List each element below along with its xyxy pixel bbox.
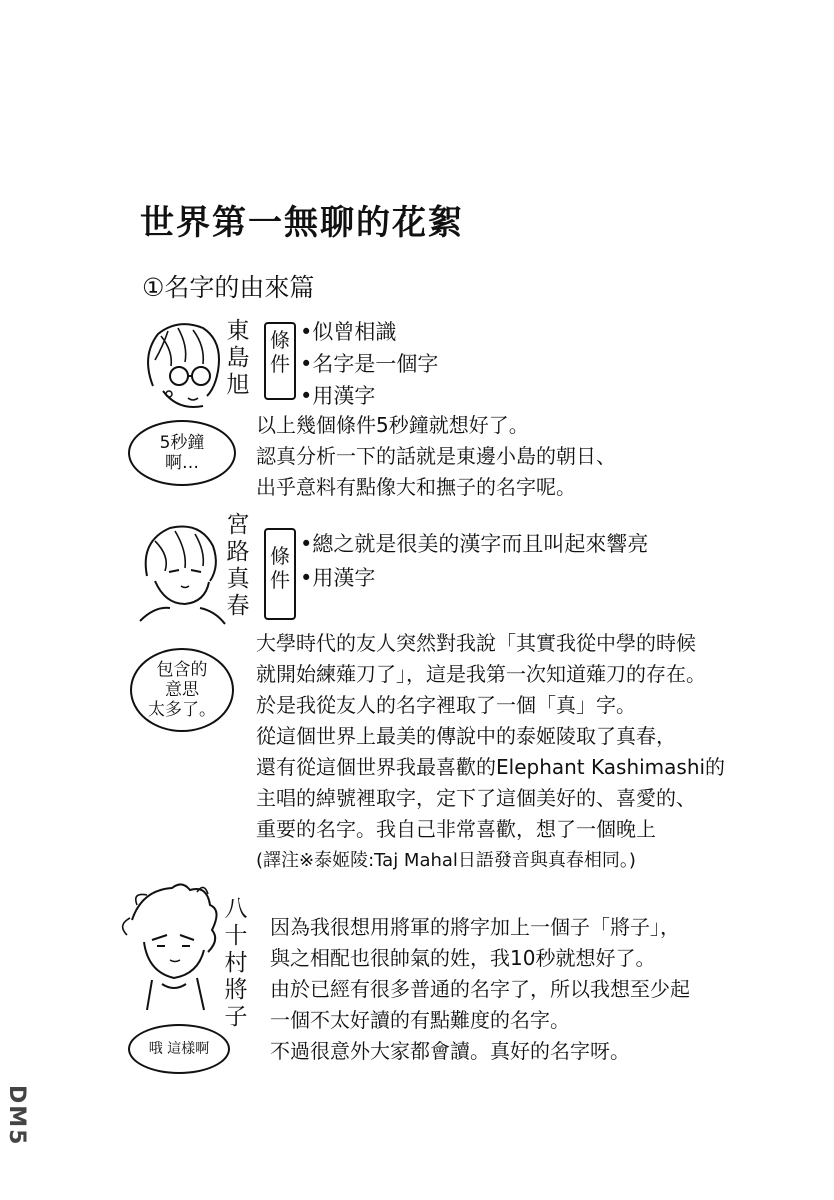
paragraph	[256, 628, 725, 876]
paragraph-line: 一個不太好讀的有點難度的名字。	[270, 1008, 570, 1032]
condition-item: •總之就是很美的漢字而且叫起來響亮	[300, 532, 649, 556]
paragraph-line: 與之相配也很帥氣的姓，我10秒就想好了。	[270, 946, 656, 970]
paragraph-line: 從這個世界上最美的傳說中的泰姬陵取了真春，	[256, 724, 676, 748]
character-portrait-azuma	[133, 316, 228, 416]
paragraph-line: 以上幾個條件5秒鐘就想好了。	[256, 413, 529, 437]
condition-item: •用漢字	[300, 566, 376, 590]
paragraph	[270, 912, 690, 1067]
paragraph-line: 出乎意料有點像大和撫子的名字呢。	[256, 475, 576, 499]
conditions-list	[300, 530, 648, 592]
condition-item: •似曾相識	[300, 320, 397, 344]
paragraph-line: 認真分析一下的話就是東邊小島的朝日、	[256, 444, 616, 468]
speech-bubble: 哦 這樣啊	[128, 1024, 230, 1074]
watermark-logo: DM5	[4, 1085, 29, 1147]
paragraph-line: 就開始練薙刀了」，這是我第一次知道薙刀的存在。	[256, 662, 706, 686]
paragraph-line: 還有從這個世界我最喜歡的Elephant Kashimashi的	[256, 755, 726, 779]
character-portrait-yasomura	[112, 880, 232, 1015]
paragraph-line: 不過很意外大家都會讀。真好的名字呀。	[270, 1039, 630, 1063]
paragraph-line: 大學時代的友人突然對我說「其實我從中學的時候	[256, 631, 696, 655]
paragraph-line: 主唱的綽號裡取字，定下了這個美好的、喜愛的、	[256, 786, 696, 810]
paragraph-line: (譯注※泰姬陵:Taj Mahal日語發音與真春相同。)	[256, 850, 636, 871]
paragraph	[256, 410, 616, 503]
character-portrait-miyaji	[125, 516, 230, 626]
condition-item: •名字是一個字	[300, 352, 439, 376]
character-name-vertical: 宮 路 真 春	[226, 512, 250, 619]
section-subtitle: ①名字的由來篇	[142, 273, 315, 302]
paragraph-line: 因為我很想用將軍的將字加上一個子「將子」，	[270, 915, 680, 939]
character-name-vertical: 八 十 村 將 子	[224, 896, 248, 1030]
condition-item: •用漢字	[300, 384, 376, 408]
speech-bubble: 5秒鐘 啊…	[128, 420, 236, 486]
conditions-bracket: 條 件	[264, 528, 296, 620]
character-name-vertical: 東 島 旭	[226, 318, 250, 398]
page-title: 世界第一無聊的花絮	[140, 203, 464, 243]
paragraph-line: 於是我從友人的名字裡取了一個「真」字。	[256, 693, 636, 717]
paragraph-line: 由於已經有很多普通的名字了，所以我想至少起	[270, 977, 690, 1001]
conditions-bracket: 條 件	[264, 322, 296, 400]
conditions-list	[300, 318, 438, 410]
paragraph-line: 重要的名字。我自己非常喜歡，想了一個晚上	[256, 817, 656, 841]
speech-bubble: 包含的 意思 太多了。	[130, 648, 234, 732]
